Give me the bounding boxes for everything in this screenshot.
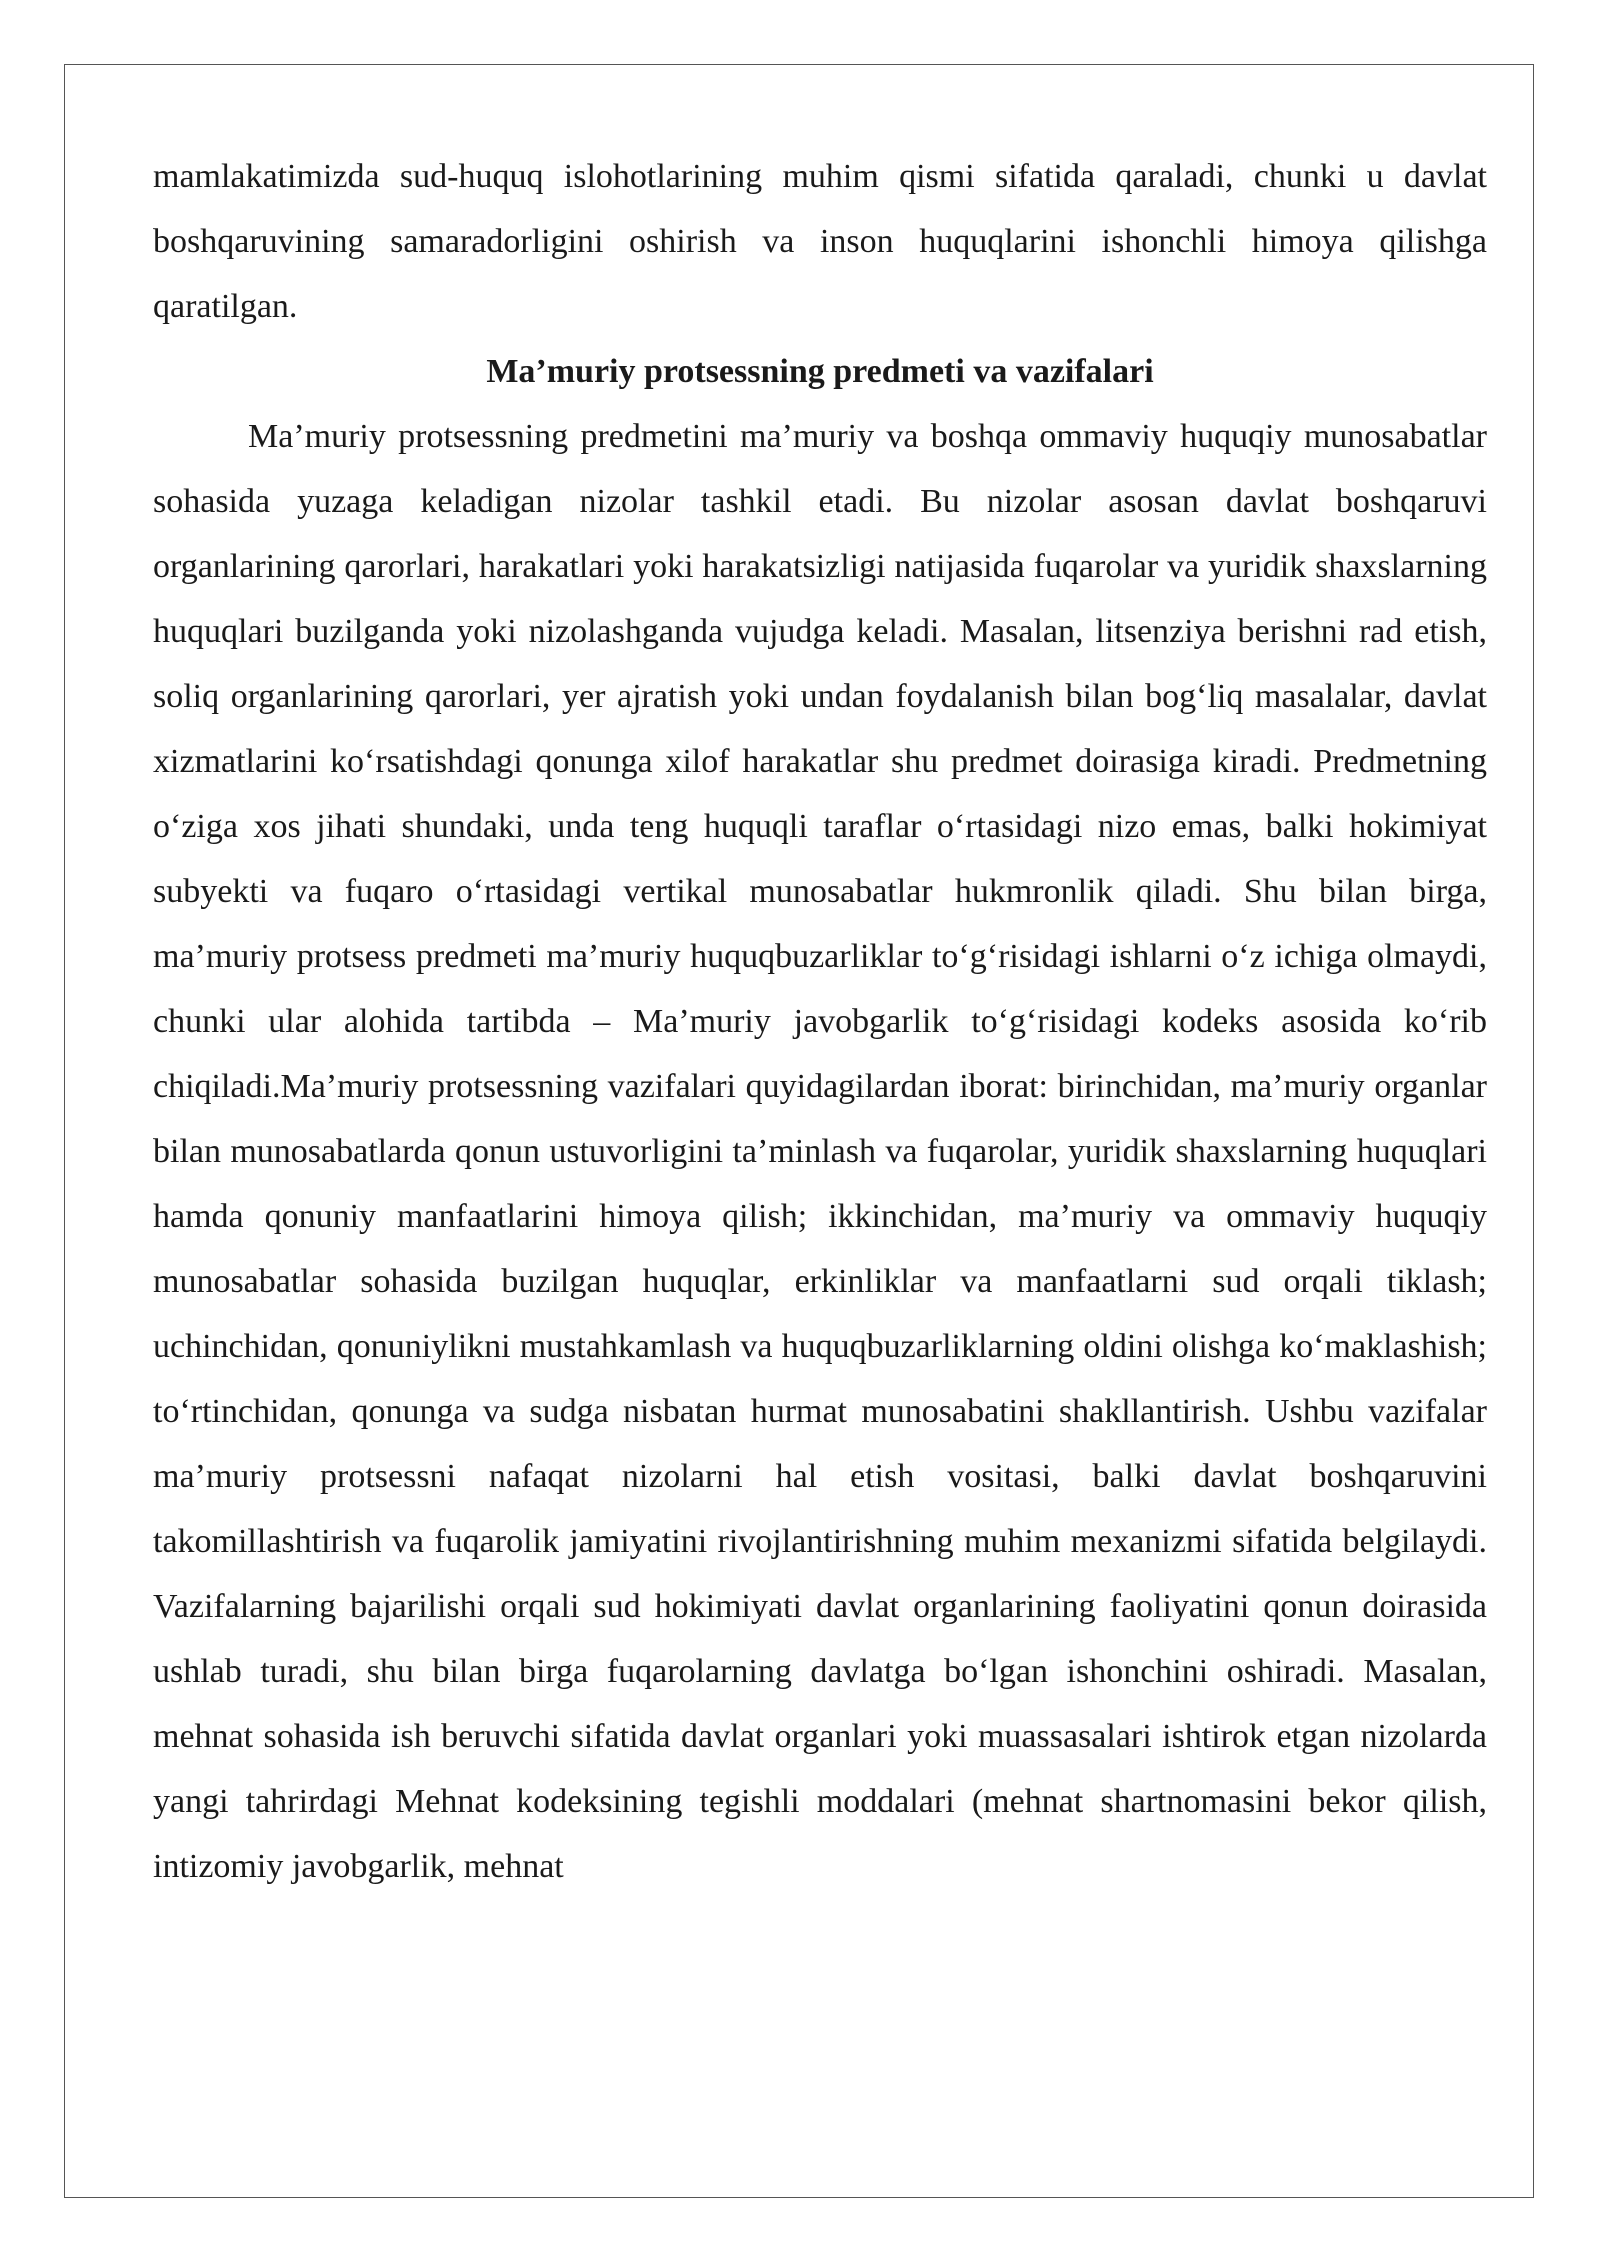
body-paragraph: Ma’muriy protsessning predmetini ma’muriy va boshqa ommaviy huquqiy munosabatlar sohasida yuzaga keladigan nizolar tashkil etadi. Bu nizolar asosan davlat boshqaruvi organlarining qarorlari, harakatlari yoki harakatsizligi natijasida fuqarolar va yuridik shaxslarning huquqlari buzilganda yoki nizolashganda vujudga keladi. Masalan, litsenziya berishni rad etish, soliq organlarining qarorlari, yer ajratish yoki undan foydalanish bilan bog‘liq masalalar, davlat xizmatlarini ko‘rsatishdagi qonunga xilof harakatlar shu predmet doirasiga kiradi. Predmetning o‘ziga xos jihati shundaki, unda teng huquqli taraflar o‘rtasidagi nizo emas, balki hokimiyat subyekti va fuqaro o‘rtasidagi vertikal munosabatlar hukmronlik qiladi. Shu bilan birga, ma’muriy protsess predmeti ma’muriy huquqbuzarliklar to‘g‘risidagi ishlarni o‘z ichiga olmaydi, chunki ular alohida tartibda – Ma’muriy javobgarlik to‘g‘risidagi kodeks asosida ko‘rib chiqiladi.Ma’muriy protsessning vazifalari quyidagilardan iborat: birinchidan, ma’muriy organlar bilan munosabatlarda qonun ustuvorligini ta’minlash va fuqarolar, yuridik shaxslarning huquqlari hamda qonuniy manfaatlarini himoya qilish; ikkinchidan, ma’muriy va ommaviy huquqiy munosabatlar sohasida buzilgan huquqlar, erkinliklar va manfaatlarni sud orqali tiklash; uchinchidan, qonuniylikni mustahkamlash va huquqbuzarliklarning oldini olishga ko‘maklashish; to‘rtinchidan, qonunga va sudga nisbatan hurmat munosabatini shakllantirish. Ushbu vazifalar ma’muriy protsessni nafaqat nizolarni hal etish vositasi, balki davlat boshqaruvini takomillashtirish va fuqarolik jamiyatini rivojlantirishning muhim mexanizmi sifatida belgilaydi. Vazifalarning bajarilishi orqali sud hokimiyati davlat organlarining faoliyatini qonun doirasida ushlab turadi, shu bilan birga fuqarolarning davlatga bo‘lgan ishonchini oshiradi. Masalan, mehnat sohasida ish beruvchi sifatida davlat organlari yoki muassasalari ishtirok etgan nizolarda yangi tahrirdagi Mehnat kodeksining tegishli moddalari (mehnat shartnomasini bekor qilish, intizomiy javobgarlik, mehnat	[153, 418, 1487, 1885]
intro-paragraph: mamlakatimizda sud-huquq islohotlarining muhim qismi sifatida qaraladi, chunki u davlat boshqaruvining samaradorligini oshirish va inson huquqlarini ishonchli himoya qilishga qaratilgan.	[153, 158, 1487, 325]
document-body	[153, 144, 1487, 1899]
section-heading: Ma’muriy protsessning predmeti va vazifalari	[486, 353, 1154, 390]
